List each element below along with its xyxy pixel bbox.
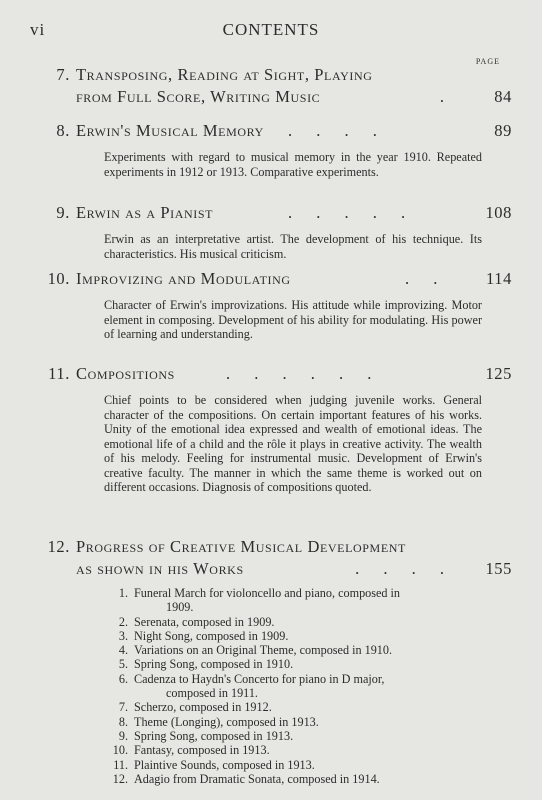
chapter-summary: Chief points to be considered when judging juvenile works. General character of the compositions. On certain important features of his works. Unity of the emotional idea expressed and wealth of emotional ideas. The emotional life of a child and the rôle it plays in creative activity. The wealth of his melody. Feeling for instrumental music. Development of Erwin's creative faculty. The manner in which the same theme is worked out on different occasions. Diagnosis of compositions quoted. xyxy=(104,393,482,494)
chapter-number: 7. xyxy=(56,65,70,84)
chapter-page: 84 xyxy=(494,87,512,106)
chapter-9 xyxy=(30,202,512,261)
chapter-title: Erwin as a Pianist xyxy=(76,203,214,222)
chapter-summary: Erwin as an interpretative artist. The development of his technique. Its characteristics. His musical criticism. xyxy=(104,232,482,261)
chapter-10 xyxy=(30,268,512,342)
page-column-label: PAGE xyxy=(475,57,500,66)
chapter-number: 11. xyxy=(48,364,70,383)
chapter-title-continued: as shown in his Works xyxy=(76,559,244,578)
leader-dots: . xyxy=(439,87,454,106)
list-item: 5. Spring Song, composed in 1910. xyxy=(118,657,294,672)
chapter-11 xyxy=(30,363,512,495)
list-item: 9. Spring Song, composed in 1913. xyxy=(118,728,294,743)
chapter-page: 108 xyxy=(485,203,512,222)
list-item: 6. Cadenza to Haydn's Concerto for piano in D major, composed in 1911. xyxy=(118,671,385,701)
chapter-page: 114 xyxy=(486,269,512,288)
chapter-number: 9. xyxy=(56,203,70,222)
list-item: 12. Adagio from Dramatic Sonata, composed in 1914. xyxy=(112,771,380,786)
chapter-title: Improvizing and Modulating xyxy=(76,269,291,288)
leader-dots: . . . . xyxy=(355,559,454,578)
list-item: 4. Variations on an Original Theme, composed in 1910. xyxy=(118,643,393,658)
chapter-page: 89 xyxy=(494,121,512,140)
works-list xyxy=(104,586,512,786)
chapter-number: 8. xyxy=(56,121,70,140)
chapter-title: Erwin's Musical Memory xyxy=(76,121,264,140)
leader-dots: . . xyxy=(405,269,448,288)
chapter-title: Progress of Creative Musical Development xyxy=(76,537,406,556)
chapter-12 xyxy=(30,536,512,786)
chapter-title-continued: from Full Score, Writing Music xyxy=(76,87,321,106)
list-item: 3. Night Song, composed in 1909. xyxy=(118,628,289,643)
list-item: 11. Plaintive Sounds, composed in 1913. xyxy=(113,757,315,772)
page-folio: vi xyxy=(30,20,46,39)
list-item: 10. Fantasy, composed in 1913. xyxy=(112,743,270,758)
chapter-summary: Experiments with regard to musical memory in the year 1910. Repeated experiments in 1912 or 1913. Comparative experiments. xyxy=(104,150,482,179)
list-item: 2. Serenata, composed in 1909. xyxy=(118,614,275,629)
chapter-page: 125 xyxy=(485,364,512,383)
chapter-8 xyxy=(30,120,512,179)
chapter-title: Transposing, Reading at Sight, Playing xyxy=(76,65,373,84)
chapter-title: Compositions xyxy=(76,364,175,383)
list-item: 8. Theme (Longing), composed in 1913. xyxy=(118,714,319,729)
leader-dots: . . . . . xyxy=(288,203,416,222)
chapter-summary: Character of Erwin's improvizations. His attitude while improvizing. Motor element in composing. Development of his ability for modulating. His power of learning and understanding. xyxy=(104,298,482,341)
list-item: 1. Funeral March for violoncello and piano, composed in 1909. xyxy=(118,586,401,615)
chapter-number: 10. xyxy=(47,269,70,288)
leader-dots: . . . . . . xyxy=(226,364,382,383)
chapter-number: 12. xyxy=(47,537,70,556)
page-title: CONTENTS xyxy=(222,20,320,39)
page-header xyxy=(30,20,512,44)
list-item: 7. Scherzo, composed in 1912. xyxy=(118,700,272,715)
chapter-7 xyxy=(30,64,512,108)
leader-dots: . . . . xyxy=(288,121,387,140)
chapter-page: 155 xyxy=(485,559,512,578)
